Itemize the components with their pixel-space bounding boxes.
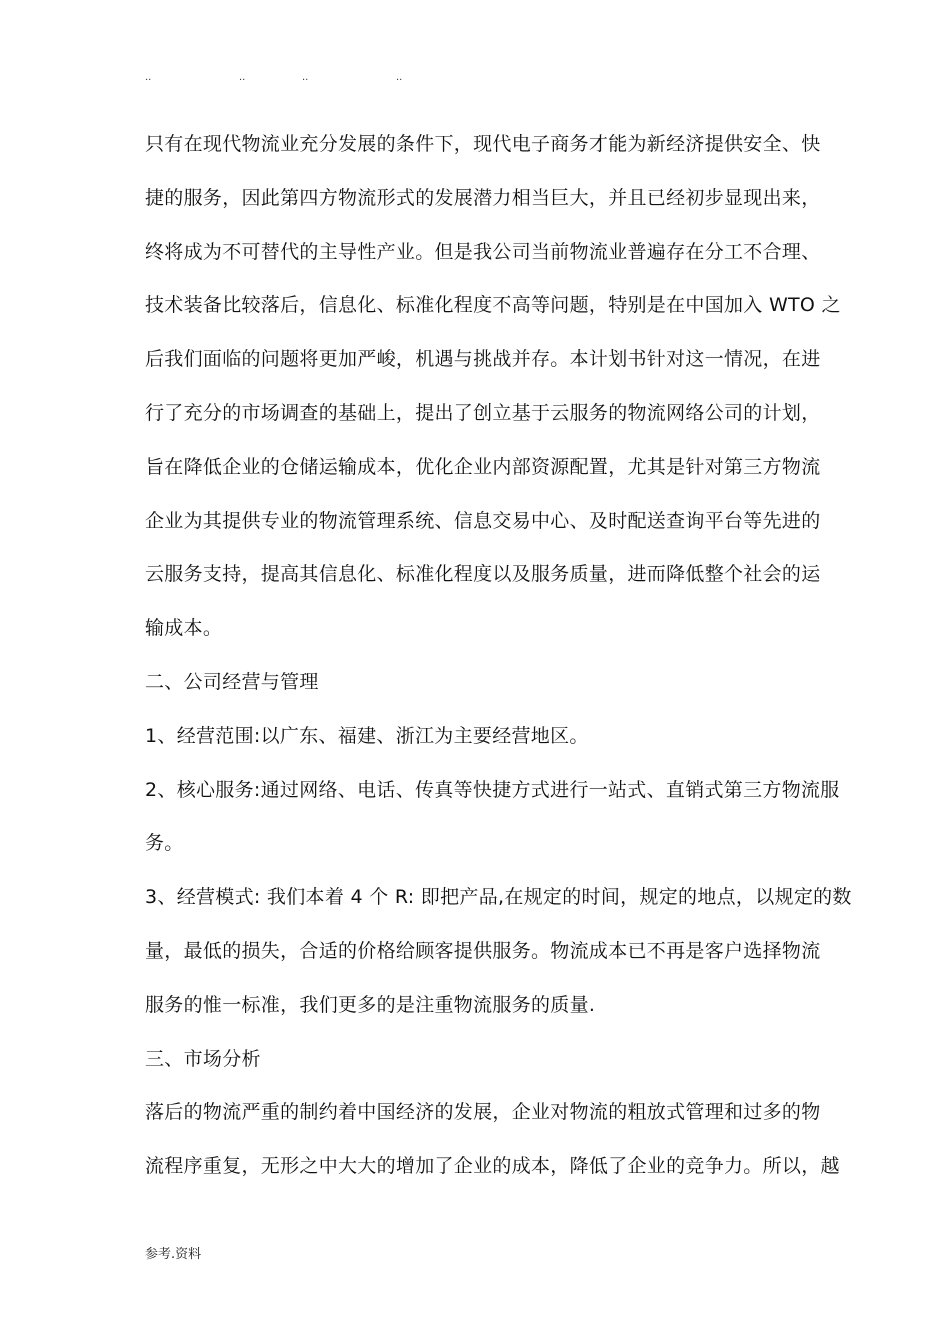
text-line: 1、经营范围:以广东、福建、浙江为主要经营地区。 <box>145 724 589 747</box>
text-line: 终将成为不可替代的主导性产业。但是我公司当前物流业普遍存在分工不合理、 <box>145 240 821 263</box>
header-mark: .. <box>396 72 403 83</box>
text-line: 旨在降低企业的仓储运输成本，优化企业内部资源配置，尤其是针对第三方物流 <box>145 455 821 478</box>
text-line: 流程序重复，无形之中大大的增加了企业的成本，降低了企业的竞争力。所以，越 <box>145 1155 840 1178</box>
section-heading: 二、公司经营与管理 <box>145 670 319 693</box>
section-heading: 三、市场分析 <box>145 1047 261 1070</box>
text-line: 务。 <box>145 832 184 855</box>
text-line: 输成本。 <box>145 617 223 640</box>
document-body <box>145 122 852 1198</box>
text-line: 后我们面临的问题将更加严峻，机遇与挑战并存。本计划书针对这一情况，在进 <box>145 348 821 371</box>
text-line: 落后的物流严重的制约着中国经济的发展，企业对物流的粗放式管理和过多的物 <box>145 1101 821 1124</box>
text-line: 技术装备比较落后，信息化、标准化程度不高等问题，特别是在中国加入 WTO 之 <box>145 294 841 317</box>
text-line: 企业为其提供专业的物流管理系统、信息交易中心、及时配送查询平台等先进的 <box>145 509 821 532</box>
text-line: 行了充分的市场调查的基础上，提出了创立基于云服务的物流网络公司的计划， <box>145 401 821 424</box>
header-mark: .. <box>302 72 309 83</box>
header-mark: .. <box>239 72 246 83</box>
text-line: 只有在现代物流业充分发展的条件下，现代电子商务才能为新经济提供安全、快 <box>145 133 821 155</box>
page-footer: 参考.资料 <box>145 1247 202 1262</box>
text-line: 捷的服务，因此第四方物流形式的发展潜力相当巨大，并且已经初步显现出来， <box>145 186 821 209</box>
text-line: 云服务支持，提高其信息化、标准化程度以及服务质量，进而降低整个社会的运 <box>145 563 821 586</box>
header-marks <box>145 70 445 86</box>
header-mark: .. <box>145 72 152 83</box>
text-line: 2、核心服务:通过网络、电话、传真等快捷方式进行一站式、直销式第三方物流服 <box>145 778 840 801</box>
text-line: 3、经营模式: 我们本着 4 个 R: 即把产品,在规定的时间，规定的地点，以规定的数 <box>145 886 852 909</box>
text-line: 量，最低的损失，合适的价格给顾客提供服务。物流成本已不再是客户选择物流 <box>145 939 821 962</box>
text-line: 服务的惟一标准，我们更多的是注重物流服务的质量. <box>145 993 596 1016</box>
